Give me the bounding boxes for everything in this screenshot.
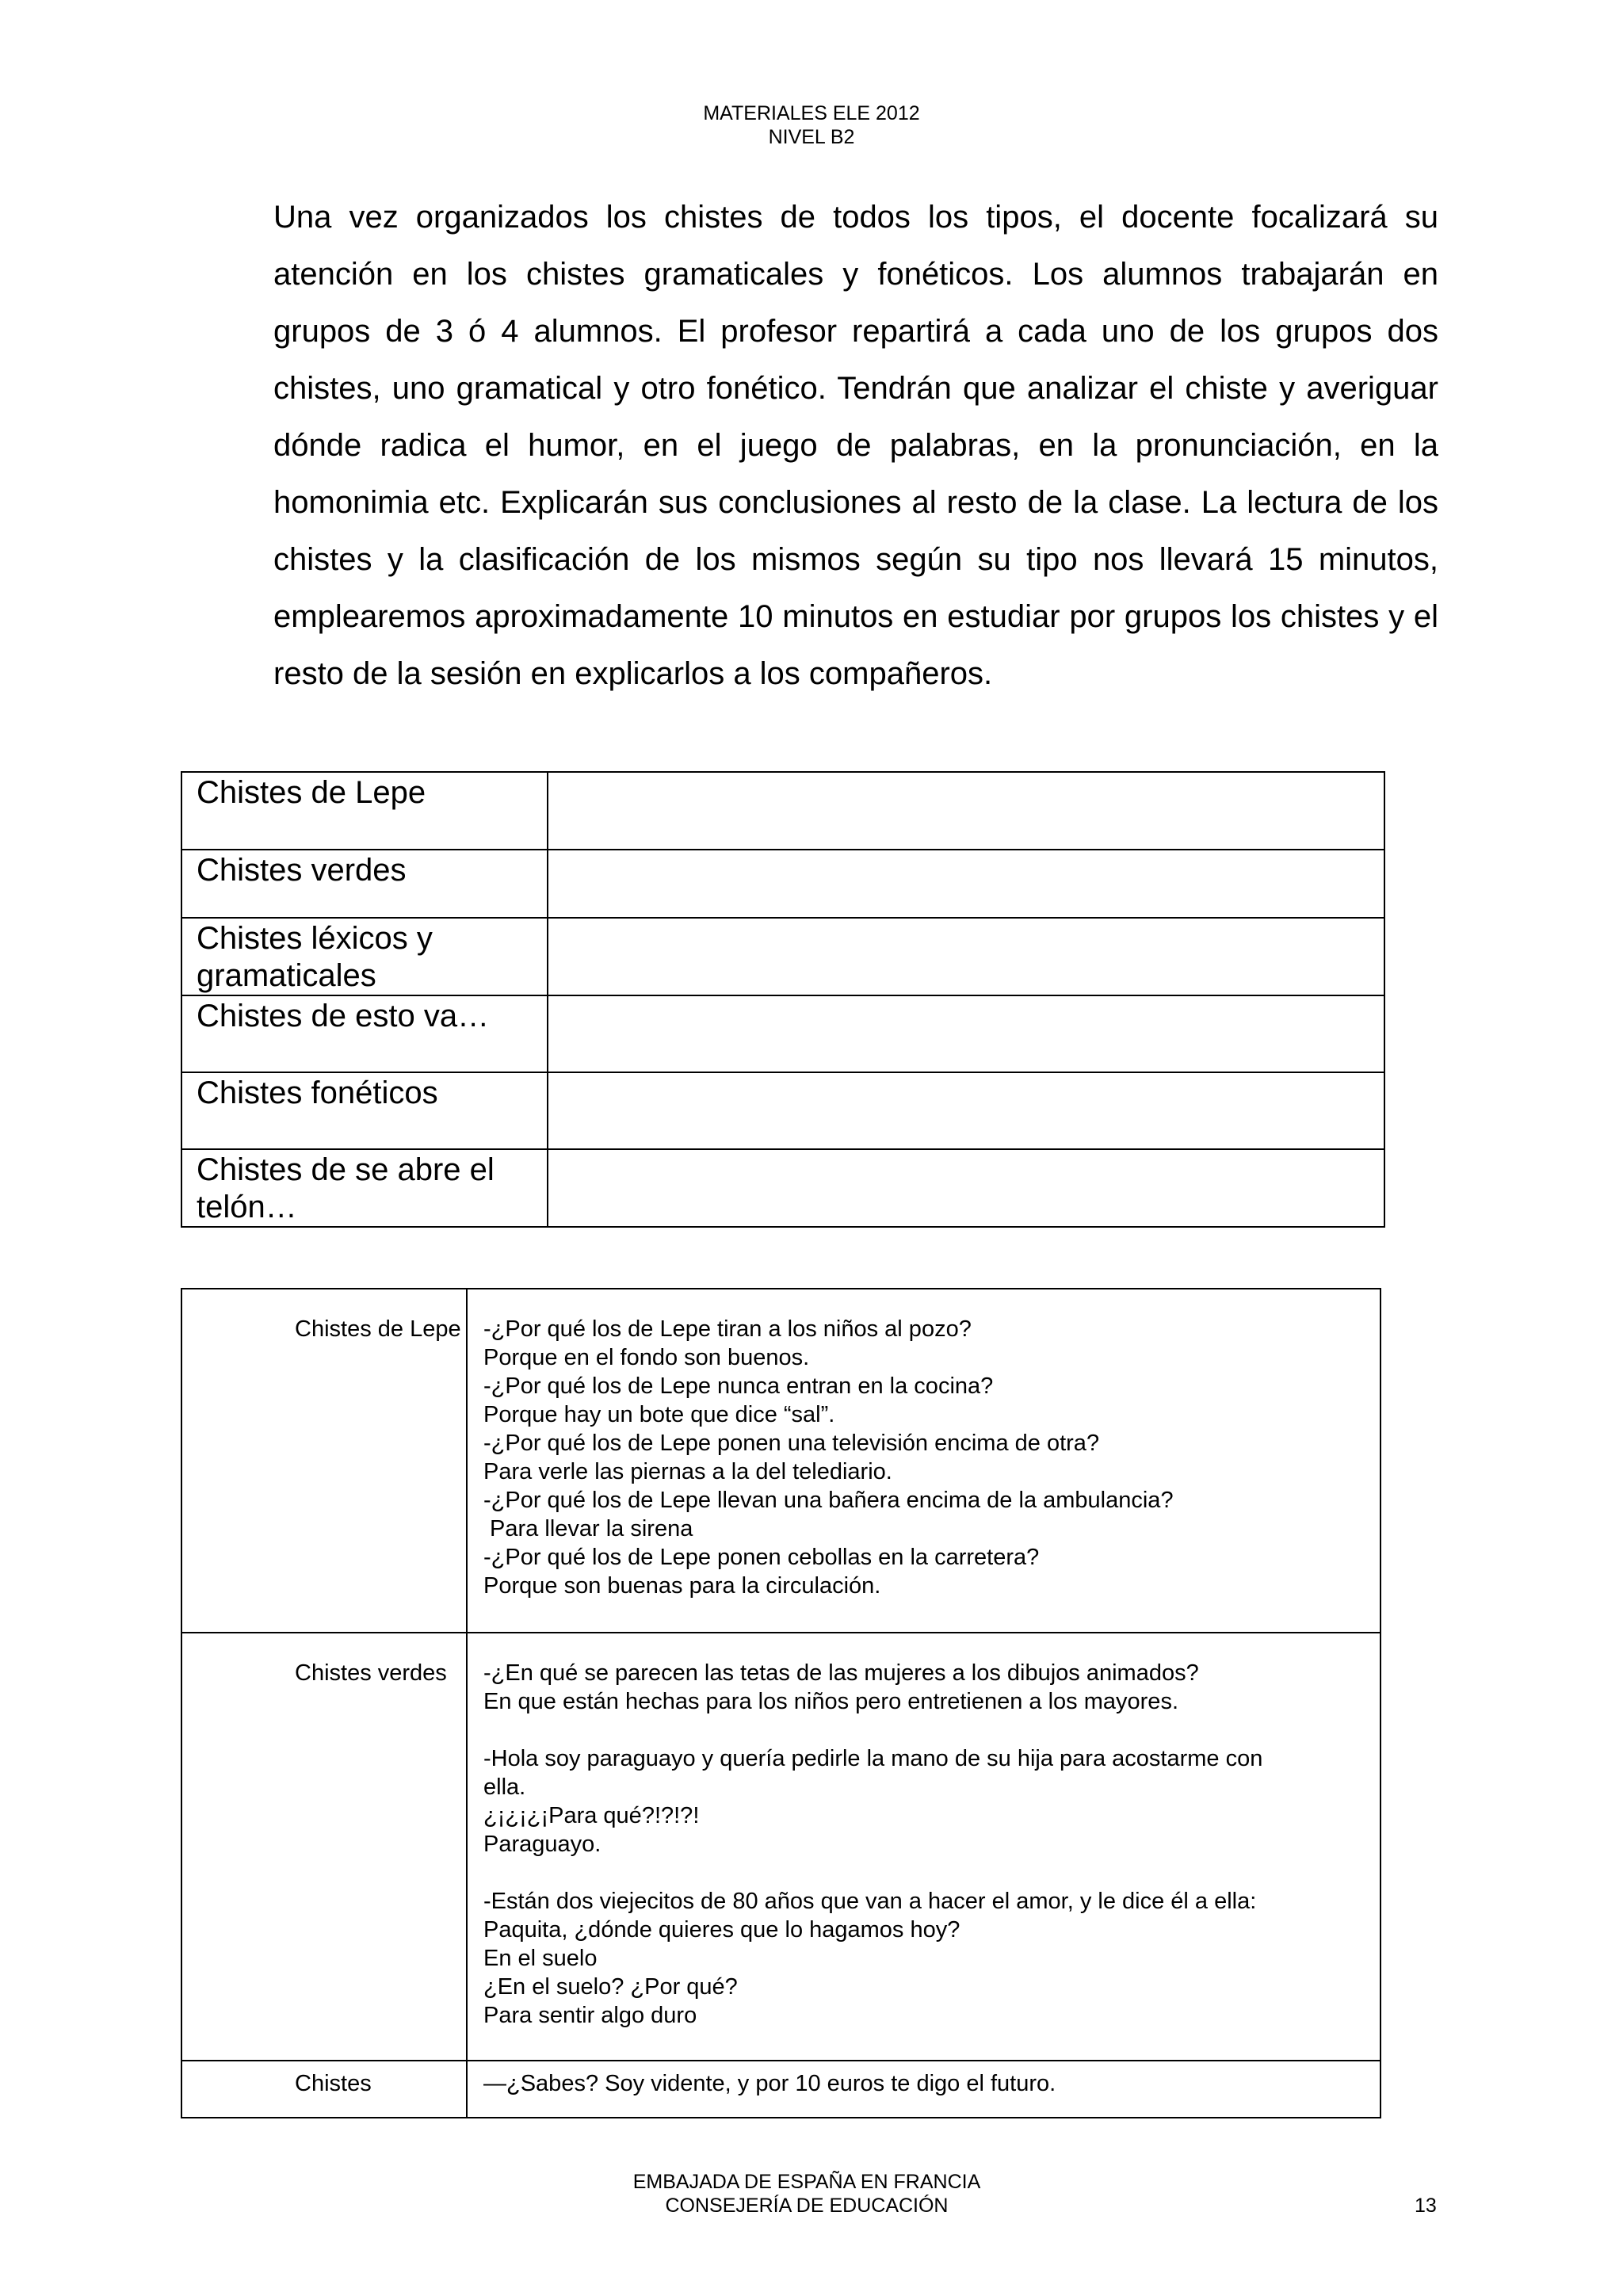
footer-department: CONSEJERÍA DE EDUCACIÓN: [665, 2195, 949, 2217]
joke-line: -Hola soy paraguayo y quería pedirle la mano de su hija para acostarme con: [483, 1746, 1263, 1771]
joke-line: Porque en el fondo son buenos.: [483, 1345, 810, 1370]
joke-line: En que están hechas para los niños pero entretienen a los mayores.: [483, 1689, 1178, 1714]
jokes-cell: [467, 1289, 1381, 1633]
joke-line: -¿Por qué los de Lepe tiran a los niños al pozo?: [483, 1316, 972, 1342]
table1-cell-label: Chistes verdes: [181, 850, 548, 918]
category-cell: Chistes: [181, 2061, 467, 2118]
joke-line: [483, 1716, 1364, 1744]
joke-line: ¿¡¿¡¿¡Para qué?!?!?!: [483, 1803, 700, 1828]
joke-line: -Están dos viejecitos de 80 años que van a hacer el amor, y le dice él a ella:: [483, 1889, 1257, 1914]
joke-types-table: [181, 771, 1385, 1228]
joke-line: Porque hay un bote que dice “sal”.: [483, 1402, 835, 1427]
table1-cell-empty: [548, 850, 1384, 918]
joke-line: Porque son buenas para la circulación.: [483, 1573, 881, 1599]
page-number: 13: [1415, 2195, 1437, 2217]
joke-line: En el suelo: [483, 1946, 598, 1971]
joke-line: -¿Por qué los de Lepe ponen cebollas en la carretera?: [483, 1545, 1040, 1570]
joke-line: Paraguayo.: [483, 1832, 601, 1857]
header-title: MATERIALES ELE 2012: [703, 102, 920, 124]
table1-cell-empty: [548, 995, 1384, 1072]
table1-cell-label: Chistes de se abre el telón…: [181, 1149, 548, 1227]
joke-line: Para verle las piernas a la del telediario.: [483, 1459, 892, 1484]
joke-line: —¿Sabes? Soy vidente, y por 10 euros te digo el futuro.: [483, 2071, 1056, 2096]
jokes-cell: [467, 1633, 1381, 2061]
joke-examples-table: [181, 1288, 1381, 2118]
joke-line: -¿Por qué los de Lepe llevan una bañera encima de la ambulancia?: [483, 1488, 1174, 1513]
table1-cell-empty: [548, 772, 1384, 850]
header-level: NIVEL B2: [768, 126, 855, 148]
table1-cell-empty: [548, 1149, 1384, 1227]
footer-embassy: EMBAJADA DE ESPAÑA EN FRANCIA: [632, 2171, 981, 2193]
category-cell: Chistes de Lepe: [181, 1289, 467, 1633]
table1-cell-label: Chistes léxicos y gramaticales: [181, 918, 548, 995]
category-cell: Chistes verdes: [181, 1633, 467, 2061]
joke-line: ella.: [483, 1775, 526, 1800]
joke-line: -¿En qué se parecen las tetas de las mujeres a los dibujos animados?: [483, 1660, 1199, 1686]
table1-cell-label: Chistes de esto va…: [181, 995, 548, 1072]
table1-cell-label: Chistes fonéticos: [181, 1072, 548, 1149]
table1-cell-label: Chistes de Lepe: [181, 772, 548, 850]
joke-line: Para sentir algo duro: [483, 2003, 697, 2028]
joke-line: Paquita, ¿dónde quieres que lo hagamos hoy?: [483, 1917, 960, 1943]
table1-cell-empty: [548, 918, 1384, 995]
joke-line: Para llevar la sirena: [483, 1516, 693, 1541]
body-paragraph: Una vez organizados los chistes de todos los tipos, el docente focalizará su atención en los chistes gramaticales y fonéticos. Los alumnos trabajarán en grupos de 3 ó 4 alumnos. El profesor repartirá a cada uno de los grupos dos chistes, uno gramatical y otro fonético. Tendrán que analizar el chiste y averiguar dónde radica el humor, en el juego de palabras, en la pronunciación, en la homonimia etc. Explicarán sus conclusiones al resto de la clase. La lectura de los chistes y la clasificación de los mismos según su tipo nos llevará 15 minutos, emplearemos aproximadamente 10 minutos en estudiar por grupos los chistes y el resto de la sesión en explicarlos a los compañeros.: [273, 200, 1438, 691]
joke-line: -¿Por qué los de Lepe nunca entran en la cocina?: [483, 1373, 994, 1399]
joke-line: -¿Por qué los de Lepe ponen una televisión encima de otra?: [483, 1431, 1100, 1456]
joke-line: ¿En el suelo? ¿Por qué?: [483, 1974, 738, 2000]
joke-line: [483, 1859, 1364, 1887]
table1-cell-empty: [548, 1072, 1384, 1149]
jokes-cell: [467, 2061, 1381, 2118]
